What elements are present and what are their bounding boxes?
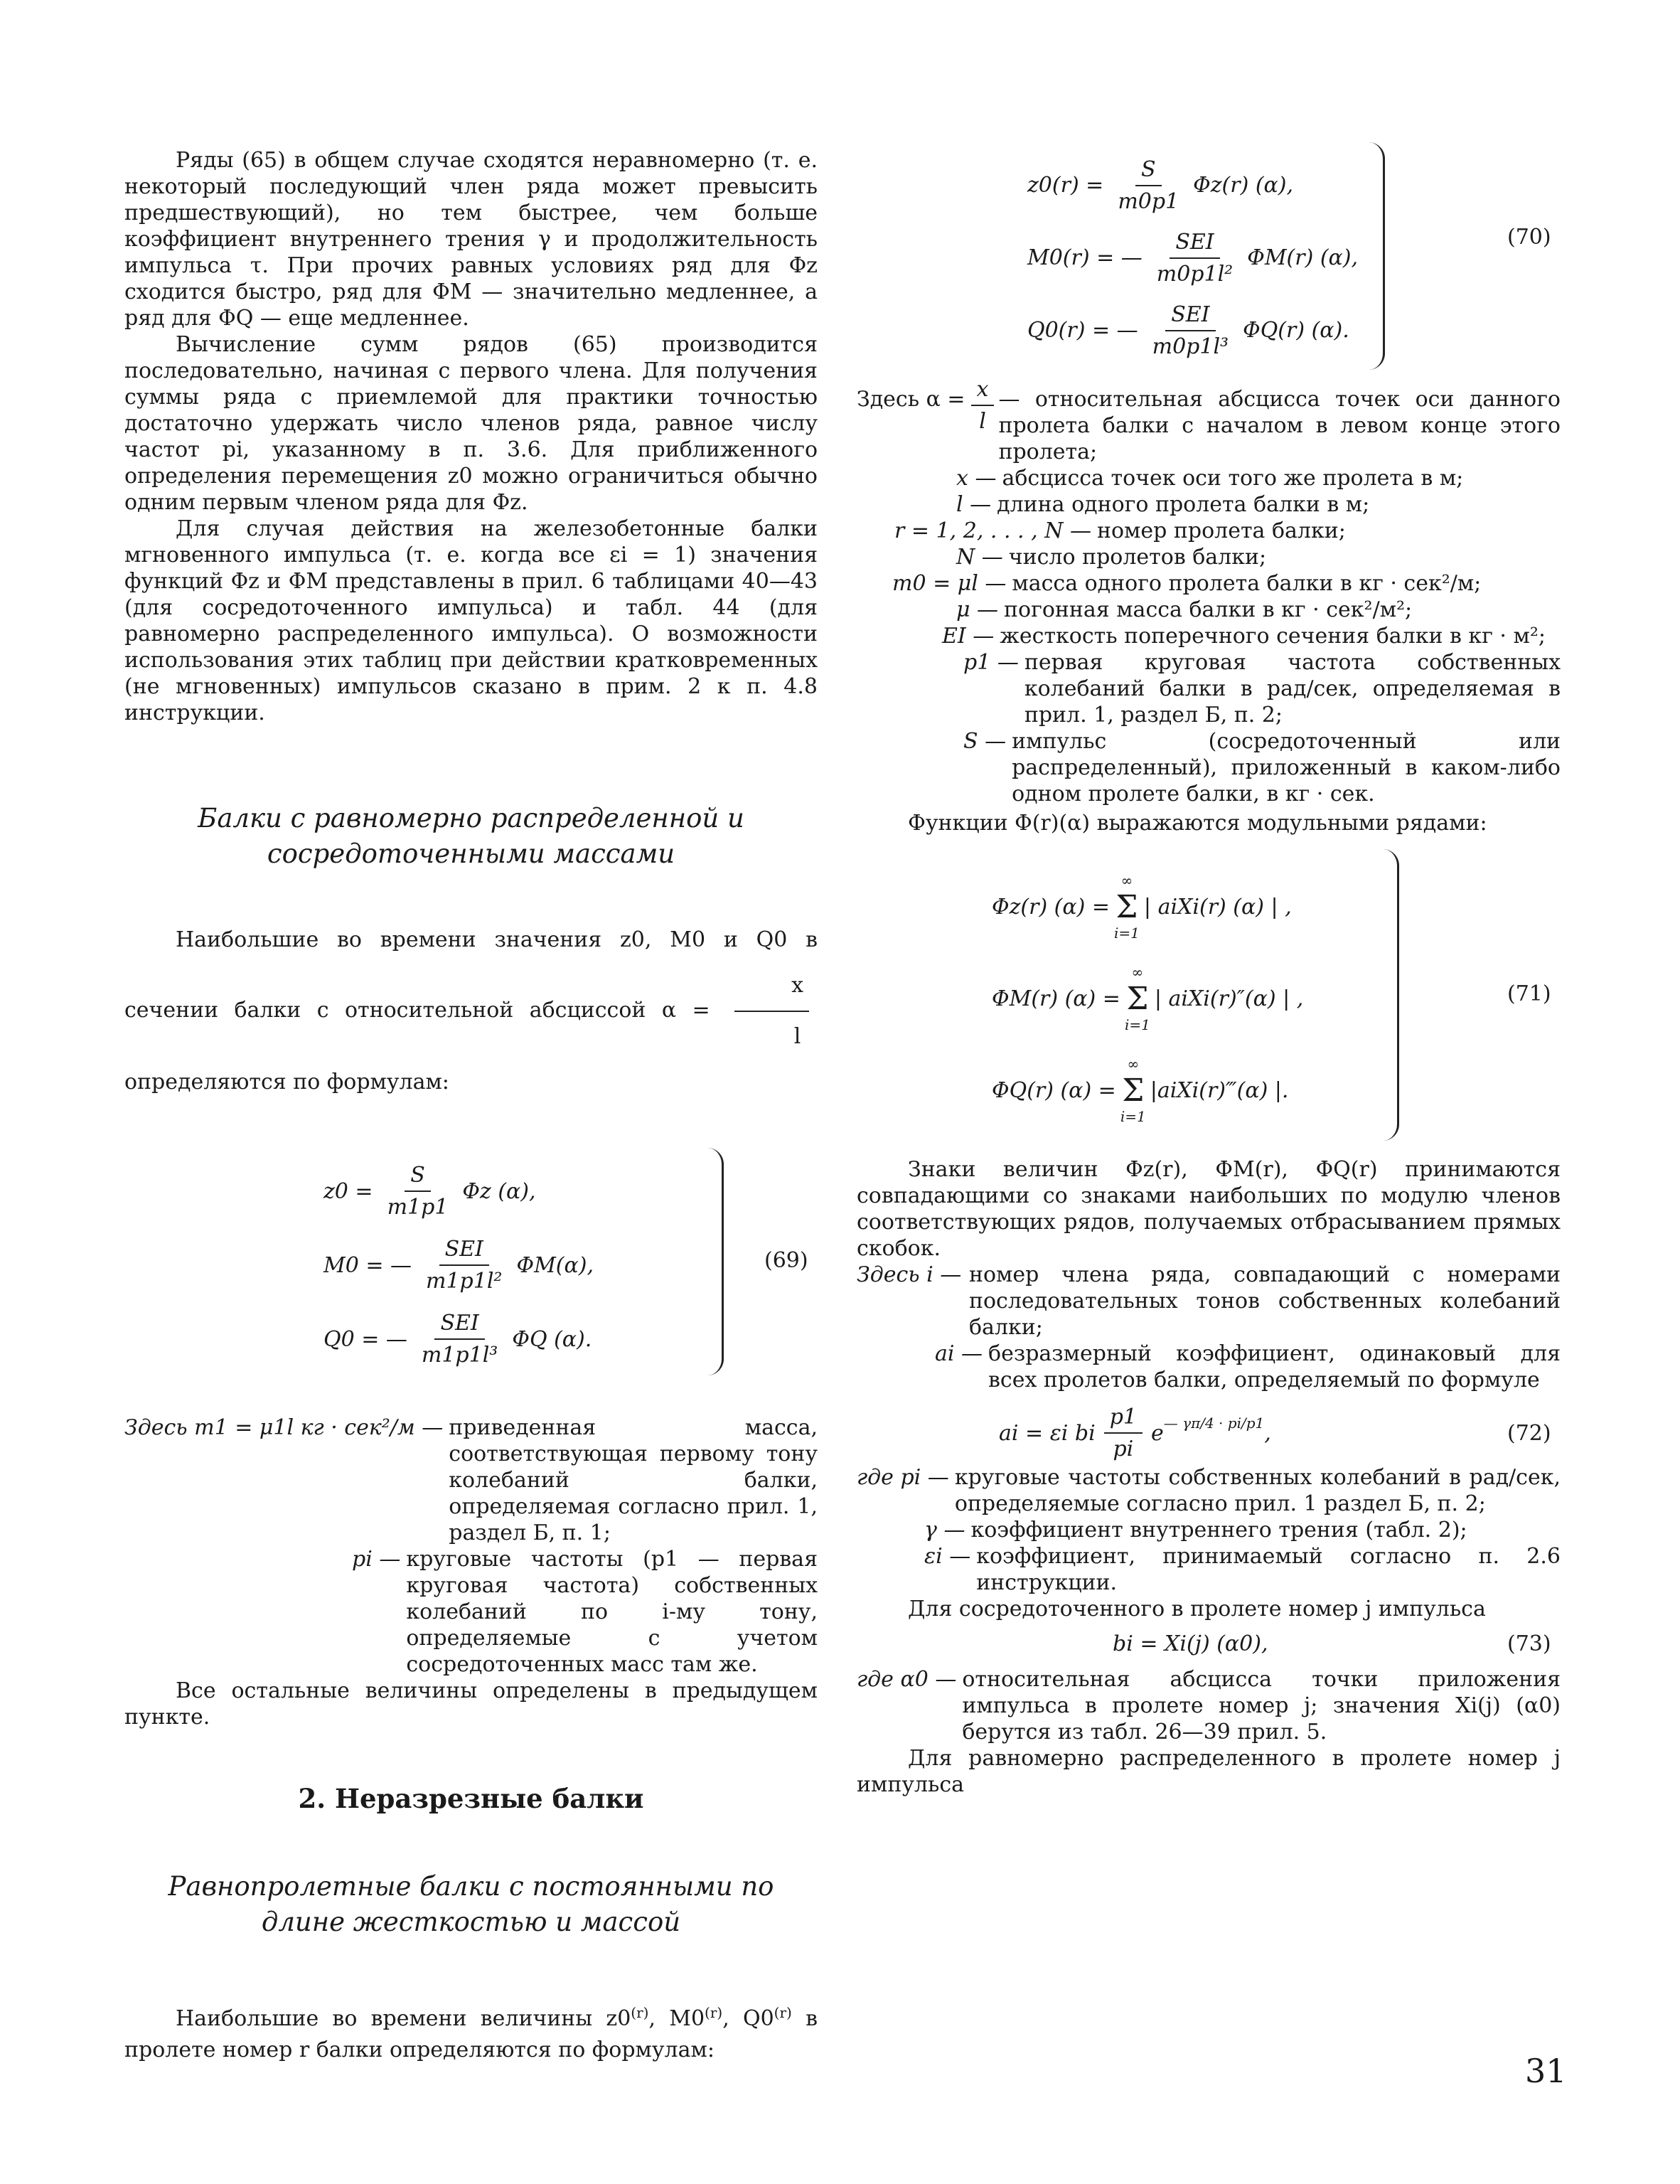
definition-ei: EI — жесткость поперечного сечения балки в кг · м²; xyxy=(942,624,1546,649)
definition-mu: μ — погонная масса балки в кг · сек²/м²; xyxy=(956,597,1413,622)
definition-alpha: Здесь α = $\frac{x}{l}$ — относительная абсцисса точек оси данного пролета балки с началом в левом конце этого пролета; xyxy=(857,377,1561,464)
definition-s: S — импульс (сосредоточенный или распределенный), приложенный в каком-либо одном пролете балки, в кг · сек. xyxy=(963,729,1561,806)
page-number: 31 xyxy=(1525,2052,1567,2090)
left-column xyxy=(124,146,818,2066)
paragraph-max-values-text: Наибольшие во времени значения z0, M0 и Q0 в сечении балки с относительной абсциссой α = xyxy=(124,927,818,1023)
definition-alpha0: где α0 — относительная абсцисса точки приложения импульса в пролете номер j; значения Xi(j) (α0) берутся из табл. 26—39 прил. 5. xyxy=(857,1667,1561,1744)
definition-ai: ai — безразмерный коэффициент, одинаковый для всех пролетов балки, определяемый по формуле xyxy=(935,1341,1561,1392)
definition-gamma: γ — коэффициент внутреннего трения (табл. 2); xyxy=(924,1518,1467,1543)
definition-i: Здесь i — номер члена ряда, совпадающий с номерами последовательных тонов собственных колебаний балки; xyxy=(857,1262,1561,1340)
paragraph-max-values xyxy=(124,917,818,1105)
subheading-distributed-masses: Балки с равномерно распределенной и сосредоточенными массами xyxy=(198,803,744,869)
paragraph-distributed: Для равномерно распределенного в пролете номер j импульса xyxy=(857,1746,1561,1797)
section-title-continuous-beams: 2. Неразрезные балки xyxy=(298,1783,644,1814)
eq71-line-z: Φz(r) (α) = ∞ Σ i=1 | aiXi(r) (α) | , xyxy=(992,871,1292,942)
paragraph-span-formulas: Наибольшие во времени величины z0$^{(r)}$, M0$^{(r)}$, Q0$^{(r)}$ в пролете номер r балки определяются по формулам: xyxy=(124,2004,818,2062)
paragraph-functions: Функции Φ(r)(α) выражаются модульными рядами: xyxy=(908,811,1487,836)
definition-n: N — число пролетов балки; xyxy=(956,545,1267,570)
right-column xyxy=(857,146,1561,1798)
equation-number-72: (72) xyxy=(1507,1421,1551,1446)
paragraph-other-values: Все остальные величины определены в предыдущем пункте. xyxy=(124,1678,818,1730)
fraction-x-over-l: $\frac{x}{l}$ xyxy=(734,963,809,1060)
paragraph-instant-impulse: Для случая действия на железобетонные балки мгновенного импульса (т. е. когда все εi = 1) значения функций Φz и ΦM представлены в прил. 6 таблицами 40—43 (для сосредоточенного импульса) и табл. 44 (для равномерно распределенного импульса). О возможности использования этих таблиц при действии кратковременных (не мгновенных) импульсов сказано в прим. 2 к п. 4.8 инструкции. xyxy=(124,516,818,725)
equation-70 xyxy=(857,142,1561,373)
subheading-equal-spans: Равнопролетные балки с постоянными по длине жесткостью и массой xyxy=(168,1871,774,1937)
definition-x: x — абсцисса точек оси того же пролета в м; xyxy=(956,466,1464,491)
definition-pi: pi — круговые частоты (p1 — первая круговая частота) собственных колебаний по i-му тону, определяемые с учетом сосредоточенных масс там же. xyxy=(352,1547,818,1677)
equation-73: bi = Xi(j) (α0), (73) xyxy=(1113,1631,1551,1656)
eq70-line-q: Q0(r) = — $\frac{\text{SEI}}{\text{m0p1l³}}$ ΦQ(r) (α). xyxy=(1027,302,1349,359)
definition-p1: p1 — первая круговая частота собственных колебаний балки в рад/сек, определяемая в прил. 1, раздел Б, п. 2; xyxy=(963,650,1561,728)
equation-number-70: (70) xyxy=(1507,225,1551,250)
paragraph-max-values-end: определяются по формулам: xyxy=(124,1070,449,1094)
eq71-line-q: ΦQ(r) (α) = ∞ Σ i=1 |aiXi(r)‴(α) |. xyxy=(992,1055,1289,1125)
equation-brace xyxy=(1369,142,1385,370)
equation-69 xyxy=(124,1148,818,1383)
eq70-line-m: M0(r) = — $\frac{\text{SEI}}{\text{m0p1l²}}$ ΦM(r) (α), xyxy=(1027,229,1359,287)
eq69-line-z: z0 = $\frac{S}{m1p1}$ Φz (α), xyxy=(323,1163,536,1220)
eq70-line-z: z0(r) = $\frac{S}{m0p1}$ Φz(r) (α), xyxy=(1027,156,1294,214)
paragraph-sum-computation: Вычисление сумм рядов (65) производится последовательно, начиная с первого члена. Для получения суммы ряда с приемлемой для практики точностью достаточно удержать число членов ряда, равное числу частот pi, указанному в п. 3.6. Для приближенного определения перемещения z0 можно ограничиться обычно одним первым членом ряда для Φz. xyxy=(124,332,818,515)
definition-r: r = 1, 2, . . . , N — номер пролета балки; xyxy=(894,518,1346,543)
equation-number-69: (69) xyxy=(764,1248,808,1273)
eq71-line-m: ΦM(r) (α) = ∞ Σ i=1 | aiXi(r)″(α) | , xyxy=(992,963,1304,1033)
eq69-line-q: Q0 = — $\frac{\text{SEI}}{\text{m1p1l³}}$ ΦQ (α). xyxy=(323,1311,592,1368)
equation-72: ai = εi bi $\frac{p1}{pi}$ e $^{— \gamma\pi/4 \cdot pi/p1}$ , (72) xyxy=(999,1405,1551,1461)
equation-brace xyxy=(707,1148,724,1375)
definition-epsilon: εi — коэффициент, принимаемый согласно п. 2.6 инструкции. xyxy=(924,1544,1561,1595)
equation-number-71: (71) xyxy=(1507,981,1551,1006)
definition-l: l — длина одного пролета балки в м; xyxy=(956,492,1370,517)
paragraph-series-convergence: Ряды (65) в общем случае сходятся неравномерно (т. е. некоторый последующий член ряда может превысить предшествующий), но тем быстрее, чем больше коэффициент внутреннего трения γ и продолжительность импульса τ. При прочих равных условиях ряд для Φz сходится быстро, ряд для ΦM — значительно медленнее, а ряд для ΦQ — еще медленнее. xyxy=(124,148,818,331)
definition-m1: Здесь m1 = μ1l кг · сек²/м — приведенная масса, соответствующая первому тону колебаний балки, определяемая согласно прил. 1, раздел Б, п. 1; xyxy=(124,1415,818,1545)
equation-number-73: (73) xyxy=(1507,1631,1551,1656)
paragraph-signs: Знаки величин Φz(r), ΦM(r), ΦQ(r) принимаются совпадающими со знаками наибольших по модулю членов соответствующих рядов, получаемых отбрасыванием прямых скобок. xyxy=(857,1157,1561,1261)
definition-where-pi: где pi — круговые частоты собственных колебаний в рад/сек, определяемые согласно прил. 1 раздел Б, п. 2; xyxy=(857,1465,1561,1516)
eq69-line-m: M0 = — $\frac{\text{SEI}}{\text{m1p1l²}}$ ΦM(α), xyxy=(323,1237,594,1294)
equation-71 xyxy=(857,849,1561,1148)
paragraph-concentrated: Для сосредоточенного в пролете номер j импульса xyxy=(908,1597,1486,1621)
definition-m0: m0 = μl — масса одного пролета балки в кг · сек²/м; xyxy=(892,571,1482,596)
equation-brace xyxy=(1383,849,1399,1141)
